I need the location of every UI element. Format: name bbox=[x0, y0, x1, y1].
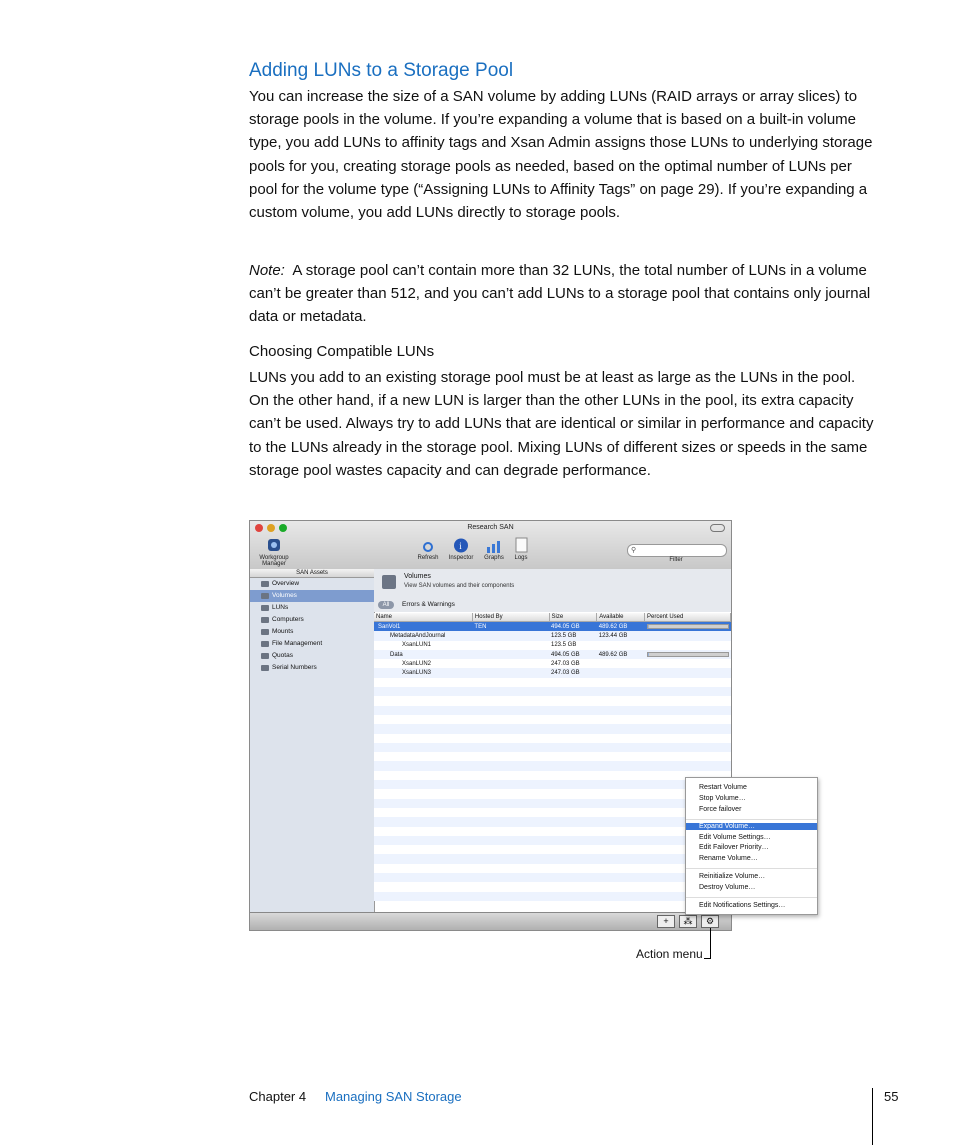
workgroup-manager-label: Workgroup Manager bbox=[259, 555, 289, 567]
workgroup-manager-button[interactable] bbox=[254, 537, 294, 567]
empty-cell bbox=[374, 706, 472, 715]
cell-available-text: 489.62 GB bbox=[598, 623, 628, 630]
empty-cell bbox=[645, 696, 731, 705]
sidebar-item-label: Overview bbox=[272, 580, 300, 587]
san-assets-sidebar bbox=[250, 569, 375, 912]
logs-label: Logs bbox=[514, 555, 528, 561]
refresh-label: Refresh bbox=[417, 555, 439, 561]
empty-cell bbox=[645, 715, 731, 724]
cell-available-text: 489.62 GB bbox=[598, 651, 628, 658]
empty-cell bbox=[597, 873, 645, 882]
cell-size-text: 494.05 GB bbox=[551, 623, 580, 630]
sidebar-item-computers[interactable] bbox=[250, 614, 374, 626]
empty-row bbox=[374, 687, 731, 696]
percent-used-fill bbox=[648, 653, 649, 656]
cell-percent-used bbox=[645, 659, 731, 668]
empty-cell bbox=[374, 789, 472, 798]
empty-cell bbox=[597, 882, 645, 891]
empty-cell bbox=[645, 734, 731, 743]
empty-cell bbox=[472, 854, 549, 863]
table-row[interactable] bbox=[374, 668, 731, 677]
sidebar-item-label: LUNs bbox=[272, 604, 289, 611]
empty-cell bbox=[549, 678, 597, 687]
filter-label: Filter bbox=[669, 557, 683, 563]
menu-separator bbox=[686, 868, 817, 869]
cell-size-text: 247.03 GB bbox=[551, 670, 580, 677]
empty-cell bbox=[597, 854, 645, 863]
cell-percent-used bbox=[645, 631, 731, 640]
empty-cell bbox=[374, 836, 472, 845]
cell-hosted-by bbox=[472, 650, 549, 659]
inspector-label: Inspector bbox=[448, 555, 474, 561]
empty-row bbox=[374, 864, 731, 873]
table-row[interactable] bbox=[374, 641, 731, 650]
empty-cell bbox=[549, 715, 597, 724]
empty-cell bbox=[597, 706, 645, 715]
cell-size-text: 247.03 GB bbox=[551, 660, 580, 667]
empty-cell bbox=[549, 817, 597, 826]
empty-cell bbox=[472, 696, 549, 705]
empty-cell bbox=[549, 827, 597, 836]
empty-row bbox=[374, 706, 731, 715]
empty-cell bbox=[597, 715, 645, 724]
empty-cell bbox=[597, 678, 645, 687]
add-button[interactable]: + bbox=[657, 915, 675, 928]
empty-row bbox=[374, 845, 731, 854]
empty-cell bbox=[472, 817, 549, 826]
empty-cell bbox=[549, 845, 597, 854]
empty-cell bbox=[374, 771, 472, 780]
cell-name bbox=[374, 631, 472, 640]
cell-name-text: MetadataAndJournal bbox=[390, 632, 446, 639]
cell-available bbox=[597, 659, 645, 668]
empty-cell bbox=[472, 864, 549, 873]
cell-name-text: XsanLUN1 bbox=[402, 642, 432, 649]
cell-name bbox=[374, 659, 472, 668]
empty-cell bbox=[374, 724, 472, 733]
cell-hosted-by bbox=[472, 659, 549, 668]
empty-cell bbox=[472, 761, 549, 770]
empty-cell bbox=[549, 734, 597, 743]
cell-percent-used bbox=[645, 650, 731, 659]
empty-cell bbox=[374, 882, 472, 891]
cell-size bbox=[549, 659, 597, 668]
cell-hosted-by-text: TEN bbox=[474, 623, 487, 630]
volumes-icon bbox=[261, 593, 269, 599]
empty-cell bbox=[549, 836, 597, 845]
window-titlebar bbox=[250, 521, 731, 570]
empty-cell bbox=[597, 817, 645, 826]
empty-cell bbox=[597, 687, 645, 696]
column-name[interactable]: Name bbox=[374, 613, 472, 622]
empty-cell bbox=[549, 771, 597, 780]
body-paragraph: LUNs you add to an existing storage pool must be at least as large as the LUNs in the pool. On the other hand, if a new LUN is larger than the other LUNs in the pool, its extra capacity can’t be used. Always try to add LUNs that are identical or similar in performance and capacity to the LUNs already in the storage pool. Mixing LUNs of different sizes or speeds in the same storage pool wastes capacity and can degrade performance. bbox=[249, 369, 874, 479]
cell-size bbox=[549, 622, 597, 632]
empty-row bbox=[374, 892, 731, 901]
menu-item-reinitialize-volume[interactable]: Reinitialize Volume… bbox=[699, 873, 766, 880]
cell-name-text: XsanLUN3 bbox=[402, 670, 432, 677]
section-heading: Adding LUNs to a Storage Pool bbox=[249, 60, 514, 81]
search-icon: ⚲ bbox=[631, 547, 637, 554]
table-row[interactable] bbox=[374, 659, 731, 668]
empty-cell bbox=[472, 892, 549, 901]
empty-row bbox=[374, 882, 731, 891]
empty-cell bbox=[374, 873, 472, 882]
empty-cell bbox=[374, 734, 472, 743]
empty-cell bbox=[597, 771, 645, 780]
footer-chapter-title: Managing SAN Storage bbox=[325, 1089, 462, 1104]
note-label: Note: bbox=[249, 262, 285, 279]
empty-cell bbox=[597, 780, 645, 789]
overview-icon bbox=[261, 581, 269, 587]
empty-cell bbox=[549, 873, 597, 882]
empty-cell bbox=[549, 882, 597, 891]
column-hosted-by[interactable]: Hosted By bbox=[472, 613, 549, 622]
empty-cell bbox=[597, 752, 645, 761]
quotas-icon bbox=[261, 653, 269, 659]
cell-available bbox=[597, 668, 645, 677]
empty-row bbox=[374, 724, 731, 733]
percent-used-bar bbox=[647, 624, 729, 629]
empty-cell bbox=[645, 678, 731, 687]
cell-name bbox=[374, 622, 472, 632]
sidebar-item-quotas[interactable] bbox=[250, 650, 374, 662]
cell-available bbox=[597, 641, 645, 650]
empty-cell bbox=[597, 808, 645, 817]
menu-item-restart-volume[interactable]: Restart Volume bbox=[699, 784, 747, 791]
empty-row bbox=[374, 734, 731, 743]
empty-row bbox=[374, 761, 731, 770]
empty-cell bbox=[549, 761, 597, 770]
empty-cell bbox=[472, 724, 549, 733]
luns-icon bbox=[261, 605, 269, 611]
empty-row bbox=[374, 836, 731, 845]
empty-cell bbox=[597, 827, 645, 836]
cell-name-text: XsanLUN2 bbox=[402, 660, 432, 667]
sidebar-item-luns[interactable] bbox=[250, 602, 374, 614]
callout-line bbox=[710, 928, 711, 958]
empty-cell bbox=[645, 687, 731, 696]
volumes-pane bbox=[374, 569, 731, 912]
empty-cell bbox=[549, 743, 597, 752]
empty-row bbox=[374, 780, 731, 789]
column-percent-used[interactable]: Percent Used bbox=[645, 613, 731, 622]
empty-cell bbox=[472, 687, 549, 696]
sidebar-item-label: Volumes bbox=[272, 592, 297, 599]
cell-size-text: 123.5 GB bbox=[551, 642, 577, 649]
logs-button[interactable] bbox=[511, 537, 531, 561]
empty-cell bbox=[549, 696, 597, 705]
empty-row bbox=[374, 743, 731, 752]
sidebar-item-label: Quotas bbox=[272, 652, 293, 659]
sidebar-item-label: Computers bbox=[272, 616, 304, 623]
menu-item-rename-volume[interactable]: Rename Volume… bbox=[699, 855, 758, 862]
empty-cell bbox=[374, 687, 472, 696]
empty-cell bbox=[472, 752, 549, 761]
empty-cell bbox=[472, 780, 549, 789]
footer-chapter: Chapter 4 bbox=[249, 1089, 307, 1104]
intro-paragraph: You can increase the size of a SAN volume by adding LUNs (RAID arrays or array slices) to storage pools in the volume. If you’re expanding a volume that is based on a built-in volume type, you add LUNs to affinity tags and Xsan Admin assigns those LUNs to underlying storage pools for you, creating storage pools as needed, based on the optimal number of LUNs per pool for the volume type (“Assigning LUNs to Affinity Tags” on page 29). If you’re expanding a custom volume, you add LUNs directly to storage pools. bbox=[249, 88, 873, 222]
mounts-icon bbox=[261, 629, 269, 635]
cell-size-text: 494.05 GB bbox=[551, 651, 580, 658]
empty-cell bbox=[472, 734, 549, 743]
empty-cell bbox=[597, 761, 645, 770]
empty-cell bbox=[472, 789, 549, 798]
empty-cell bbox=[472, 706, 549, 715]
empty-cell bbox=[549, 799, 597, 808]
empty-cell bbox=[549, 854, 597, 863]
cell-size-text: 123.5 GB bbox=[551, 632, 577, 639]
empty-cell bbox=[549, 808, 597, 817]
empty-cell bbox=[472, 808, 549, 817]
empty-cell bbox=[374, 854, 472, 863]
empty-cell bbox=[374, 696, 472, 705]
sidebar-header: SAN Assets bbox=[250, 569, 374, 578]
empty-cell bbox=[374, 743, 472, 752]
note-paragraph bbox=[249, 259, 874, 329]
empty-cell bbox=[597, 789, 645, 798]
empty-cell bbox=[472, 836, 549, 845]
spinner-button[interactable]: ⁂ bbox=[679, 915, 697, 928]
volumes-header bbox=[374, 569, 731, 600]
empty-cell bbox=[597, 892, 645, 901]
cell-available bbox=[597, 650, 645, 659]
workgroup-manager-icon bbox=[266, 537, 282, 553]
empty-cell bbox=[374, 892, 472, 901]
menu-item-expand-volume[interactable]: Expand Volume… bbox=[686, 823, 817, 830]
bottom-toolbar bbox=[250, 912, 731, 931]
cell-name bbox=[374, 641, 472, 650]
sidebar-item-mounts[interactable] bbox=[250, 626, 374, 638]
table-row[interactable] bbox=[374, 650, 731, 659]
menu-separator bbox=[686, 897, 817, 898]
menu-item-force-failover[interactable]: Force failover bbox=[699, 806, 742, 813]
sidebar-item-serial-numbers[interactable] bbox=[250, 662, 374, 674]
empty-cell bbox=[374, 780, 472, 789]
percent-used-fill bbox=[648, 625, 649, 628]
empty-cell bbox=[374, 864, 472, 873]
note-text: A storage pool can’t contain more than 32 LUNs, the total number of LUNs in a volume can’t be greater than 512, and you can’t add LUNs to a storage pool that contains only journal data or metadata. bbox=[249, 262, 871, 326]
cell-name bbox=[374, 650, 472, 659]
column-size[interactable]: Size bbox=[549, 613, 597, 622]
cell-size bbox=[549, 650, 597, 659]
empty-cell bbox=[645, 706, 731, 715]
refresh-icon bbox=[421, 541, 435, 553]
volumes-table bbox=[374, 613, 731, 901]
empty-cell bbox=[597, 864, 645, 873]
filter-errors-button[interactable]: Errors & Warnings bbox=[402, 601, 455, 608]
empty-row bbox=[374, 873, 731, 882]
filter-all-button[interactable]: All bbox=[378, 601, 394, 609]
table-header-row bbox=[374, 613, 731, 622]
page-number: 55 bbox=[884, 1089, 899, 1104]
volumes-icon bbox=[382, 575, 396, 589]
sidebar-item-volumes[interactable] bbox=[250, 590, 374, 602]
empty-cell bbox=[374, 752, 472, 761]
empty-cell bbox=[549, 892, 597, 901]
action-menu-button[interactable]: ⚙ bbox=[701, 915, 719, 928]
empty-cell bbox=[374, 678, 472, 687]
inspector-button[interactable] bbox=[446, 538, 476, 561]
action-menu-callout: Action menu bbox=[636, 947, 703, 961]
empty-cell bbox=[549, 864, 597, 873]
empty-cell bbox=[472, 882, 549, 891]
empty-cell bbox=[374, 761, 472, 770]
empty-cell bbox=[597, 845, 645, 854]
empty-row bbox=[374, 817, 731, 826]
empty-cell bbox=[472, 743, 549, 752]
empty-cell bbox=[472, 771, 549, 780]
empty-cell bbox=[549, 789, 597, 798]
empty-cell bbox=[645, 752, 731, 761]
empty-cell bbox=[645, 743, 731, 752]
menu-item-edit-volume-settings[interactable]: Edit Volume Settings… bbox=[699, 834, 771, 841]
empty-row bbox=[374, 752, 731, 761]
action-menu bbox=[685, 777, 818, 915]
cell-hosted-by bbox=[472, 641, 549, 650]
footer-divider bbox=[872, 1088, 873, 1145]
empty-cell bbox=[374, 715, 472, 724]
cell-available bbox=[597, 631, 645, 640]
graphs-icon bbox=[486, 540, 502, 553]
file-management-icon bbox=[261, 641, 269, 647]
xsan-admin-window bbox=[249, 520, 732, 931]
empty-row bbox=[374, 808, 731, 817]
cell-hosted-by bbox=[472, 631, 549, 640]
empty-cell bbox=[549, 687, 597, 696]
empty-cell bbox=[645, 724, 731, 733]
filter-search-field[interactable] bbox=[627, 544, 727, 557]
empty-cell bbox=[549, 724, 597, 733]
subheading: Choosing Compatible LUNs bbox=[249, 343, 435, 360]
empty-cell bbox=[472, 845, 549, 854]
empty-cell bbox=[374, 817, 472, 826]
percent-used-bar bbox=[647, 652, 729, 657]
table-row[interactable] bbox=[374, 631, 731, 640]
cell-available-text: 123.44 GB bbox=[598, 632, 628, 639]
svg-text:i: i bbox=[459, 541, 462, 551]
empty-row bbox=[374, 715, 731, 724]
empty-row bbox=[374, 854, 731, 863]
empty-row bbox=[374, 771, 731, 780]
cell-size bbox=[549, 631, 597, 640]
empty-cell bbox=[549, 780, 597, 789]
cell-percent-used bbox=[645, 622, 731, 632]
empty-row bbox=[374, 678, 731, 687]
filter-bar bbox=[374, 599, 731, 612]
logs-icon bbox=[515, 537, 528, 553]
sidebar-item-label: Mounts bbox=[272, 628, 294, 635]
empty-cell bbox=[549, 752, 597, 761]
cell-name-text: SanVol1 bbox=[378, 623, 401, 630]
cell-hosted-by bbox=[472, 622, 549, 632]
empty-row bbox=[374, 789, 731, 798]
cell-name bbox=[374, 668, 472, 677]
empty-cell bbox=[597, 696, 645, 705]
empty-cell bbox=[597, 724, 645, 733]
cell-size bbox=[549, 641, 597, 650]
empty-cell bbox=[374, 845, 472, 854]
empty-cell bbox=[374, 808, 472, 817]
empty-cell bbox=[374, 827, 472, 836]
empty-cell bbox=[597, 743, 645, 752]
empty-cell bbox=[597, 799, 645, 808]
empty-cell bbox=[645, 761, 731, 770]
menu-item-stop-volume[interactable]: Stop Volume… bbox=[699, 795, 746, 802]
empty-cell bbox=[472, 715, 549, 724]
table-row[interactable] bbox=[374, 622, 731, 632]
volumes-title: Volumes bbox=[404, 573, 431, 580]
sidebar-item-overview[interactable] bbox=[250, 578, 374, 590]
volumes-table-body bbox=[374, 622, 731, 901]
inspector-icon bbox=[453, 538, 469, 553]
menu-item-edit-notifications-settings[interactable]: Edit Notifications Settings… bbox=[699, 902, 786, 909]
empty-cell bbox=[472, 799, 549, 808]
cell-name-text: Data bbox=[390, 651, 403, 658]
menu-item-edit-failover-priority[interactable]: Edit Failover Priority… bbox=[699, 844, 769, 851]
empty-cell bbox=[597, 836, 645, 845]
menu-item-destroy-volume[interactable]: Destroy Volume… bbox=[699, 884, 756, 891]
menu-separator bbox=[686, 819, 817, 820]
empty-cell bbox=[472, 873, 549, 882]
empty-cell bbox=[472, 827, 549, 836]
empty-cell bbox=[472, 678, 549, 687]
column-available[interactable]: Available bbox=[597, 613, 645, 622]
graphs-label: Graphs bbox=[484, 555, 504, 561]
computers-icon bbox=[261, 617, 269, 623]
empty-row bbox=[374, 696, 731, 705]
empty-cell bbox=[597, 734, 645, 743]
empty-row bbox=[374, 827, 731, 836]
empty-cell bbox=[374, 799, 472, 808]
empty-cell bbox=[549, 706, 597, 715]
empty-row bbox=[374, 799, 731, 808]
sidebar-item-file-management[interactable] bbox=[250, 638, 374, 650]
cell-percent-used bbox=[645, 641, 731, 650]
sidebar-item-label: File Management bbox=[272, 640, 323, 647]
cell-hosted-by bbox=[472, 668, 549, 677]
graphs-button[interactable] bbox=[481, 540, 507, 561]
callout-tick bbox=[704, 958, 711, 959]
cell-percent-used bbox=[645, 668, 731, 677]
refresh-button[interactable] bbox=[414, 541, 442, 561]
toolbar-toggle-button[interactable] bbox=[710, 524, 725, 532]
sidebar-item-label: Serial Numbers bbox=[272, 664, 317, 671]
serial-numbers-icon bbox=[261, 665, 269, 671]
volumes-subtitle: View SAN volumes and their components bbox=[404, 583, 515, 589]
cell-size bbox=[549, 668, 597, 677]
window-title: Research SAN bbox=[467, 524, 514, 531]
cell-available bbox=[597, 622, 645, 632]
